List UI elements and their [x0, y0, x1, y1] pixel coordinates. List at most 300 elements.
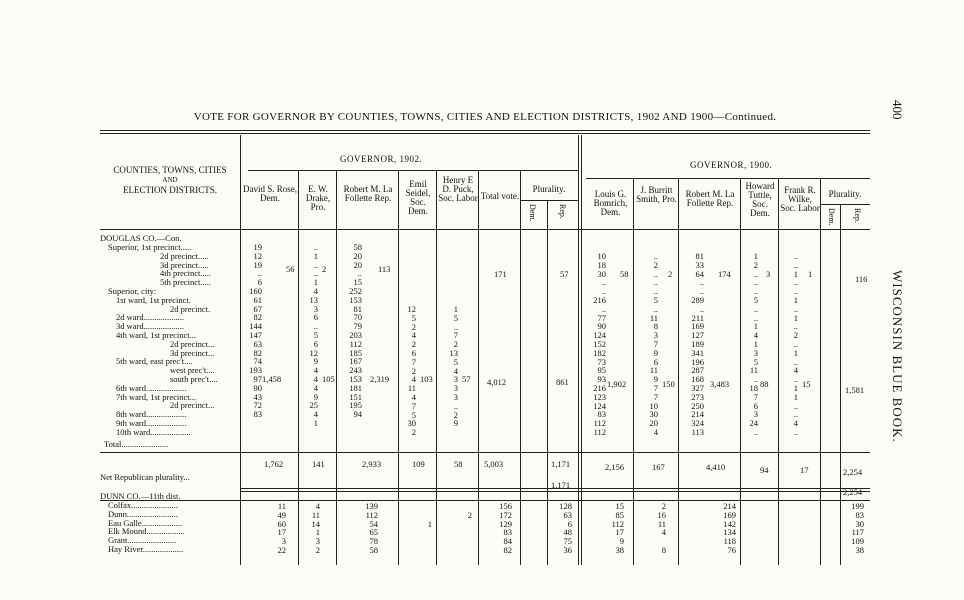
stub-row: Colfax......................: [108, 500, 178, 510]
cell: 341: [691, 347, 704, 358]
vline: [298, 170, 299, 565]
cell: 11: [277, 501, 286, 511]
total-value: 2,156: [605, 462, 625, 472]
cell: 65: [369, 527, 378, 538]
cell: 5: [453, 312, 458, 323]
cell: 129: [499, 518, 512, 529]
cell: 2: [411, 321, 416, 332]
col-header-tuttle: Howard Tuttle, Soc. Dem.: [745, 181, 775, 218]
cell: 214: [723, 501, 736, 511]
cell: [458, 546, 472, 555]
cell: 11: [407, 383, 416, 394]
cell: 3: [315, 536, 320, 547]
cell: 142: [723, 518, 736, 529]
cell: 4: [753, 330, 758, 341]
cell: 2: [661, 501, 666, 511]
value: 2,319: [370, 374, 390, 384]
cell: 128: [559, 501, 572, 511]
cell: 94: [353, 409, 362, 420]
cell: 7: [453, 330, 458, 341]
cell: ..: [601, 303, 606, 314]
rule-1900-group: [586, 178, 870, 179]
cell: 4: [653, 426, 658, 437]
cell: 20: [649, 418, 658, 429]
cell: 61: [253, 294, 262, 305]
total-top-rule: [100, 452, 870, 453]
top-rule: [100, 130, 870, 134]
dunn-top-rule: [100, 500, 870, 501]
cell: 12: [253, 250, 262, 261]
cell: 160: [249, 285, 262, 296]
cell: 5: [753, 294, 758, 305]
cell: 83: [503, 527, 512, 538]
value: 1: [808, 269, 813, 279]
col-header-plurality-1902: Plurality.: [532, 184, 566, 194]
cell: 1: [313, 250, 318, 261]
cell: 36: [563, 544, 572, 555]
data-column-wilke: [784, 252, 798, 437]
cell: 9: [313, 391, 318, 402]
cell: 134: [723, 527, 736, 538]
cell: ..: [257, 268, 262, 279]
cell: ..: [793, 400, 798, 411]
header-bottom-rule: [100, 229, 870, 230]
cell: 139: [365, 501, 378, 511]
cell: 156: [499, 501, 512, 511]
cell: 1: [793, 268, 798, 279]
dunn-column-total: [494, 502, 512, 555]
cell: 6: [753, 400, 758, 411]
stub-row: west prec't....: [170, 365, 215, 376]
dunn-stub-column: [100, 501, 185, 554]
cell: ..: [699, 303, 704, 314]
cell: 19: [253, 259, 262, 270]
stub-row: 10th ward...................: [116, 426, 191, 437]
cell: 10: [597, 251, 606, 261]
cell: 2: [411, 339, 416, 350]
cell: 127: [691, 330, 704, 341]
cell: 30: [597, 268, 606, 279]
cell: 327: [691, 382, 704, 393]
cell: ..: [753, 303, 758, 314]
cell: 64: [695, 268, 704, 279]
cell: ..: [653, 268, 658, 279]
col-header-total: Total vote.: [480, 191, 520, 201]
cell: 17: [277, 527, 286, 538]
cell: 30: [649, 409, 658, 420]
cell: 19: [253, 242, 262, 252]
cell: 1: [453, 304, 458, 314]
cell: 112: [365, 509, 378, 520]
cell: 112: [349, 338, 362, 349]
cell: 2: [753, 259, 758, 270]
cell: 38: [615, 544, 624, 555]
stub-row: 3d ward...................: [116, 321, 184, 332]
cell: 72: [253, 400, 262, 411]
dunn-column-bom: [606, 502, 624, 555]
cell: 5: [411, 312, 416, 323]
cell: 216: [593, 294, 606, 305]
cell: 124: [593, 330, 606, 341]
net-plurality-label: Net Republican plurality...: [100, 472, 190, 482]
cell: 167: [349, 356, 362, 367]
cell: 287: [691, 365, 704, 376]
cell: 6: [313, 312, 318, 323]
cell: 83: [855, 509, 864, 520]
cell: ..: [753, 426, 758, 437]
cell: 85: [615, 509, 624, 520]
cell: 11: [311, 509, 320, 520]
value: 56: [286, 264, 295, 274]
cell: 7: [653, 382, 658, 393]
value: 1,581: [845, 385, 865, 395]
stub-row: Eau Galle...................: [108, 517, 183, 528]
value: 116: [855, 274, 868, 284]
stub-row: 9th ward...................: [116, 417, 187, 428]
county-heading-dunn: DUNN CO.—11th dist.: [100, 491, 181, 501]
cell: 4: [313, 285, 318, 296]
vline: [678, 178, 679, 565]
total-value: 17: [800, 465, 809, 475]
value: 3: [766, 269, 771, 279]
stub-column: [100, 243, 218, 448]
dunn-column-plur: [552, 502, 572, 555]
stub-header-line: AND: [162, 176, 178, 184]
vline: [478, 170, 479, 565]
cell: 3: [453, 374, 458, 385]
col-header-wilke: Frank R. Wilke, Soc. Labor: [780, 185, 820, 213]
cell: 17: [615, 527, 624, 538]
col-header-seidel: Emil Seidel, Soc. Dem.: [405, 179, 431, 216]
vline: [336, 170, 337, 565]
stub-row: 6th ward...................: [116, 382, 187, 393]
cell: 25: [309, 400, 318, 411]
cell: 82: [503, 544, 512, 555]
cell: 124: [593, 400, 606, 411]
cell: 117: [851, 527, 864, 538]
dunn-column-seidel: [420, 502, 432, 555]
cell: ..: [753, 277, 758, 288]
cell: ..: [653, 286, 658, 297]
running-head: WISCONSIN BLUE BOOK.: [890, 270, 905, 443]
cell: 5: [653, 294, 658, 305]
cell: 189: [691, 338, 704, 349]
cell: 63: [563, 509, 572, 520]
stub-row: 3d precinct.....: [160, 259, 209, 270]
cell: 5: [753, 356, 758, 367]
cell: 13: [309, 294, 318, 305]
cell: 75: [563, 536, 572, 547]
cell: ..: [793, 286, 798, 297]
plurality-rep-1902: Rep.: [558, 204, 567, 219]
value: 15: [802, 379, 811, 389]
col-header-puck: Henry E D. Puck, Soc. Labor: [438, 175, 478, 203]
cell: 2: [467, 509, 472, 520]
cell: 20: [353, 259, 362, 270]
cell: 12: [407, 304, 416, 314]
cell: ..: [793, 251, 798, 261]
cell: 81: [353, 303, 362, 314]
dunn-column-rose: [272, 502, 286, 555]
value: 1,458: [262, 374, 282, 384]
total-value: 1,762: [264, 459, 284, 469]
dunn-column-smith: [652, 502, 666, 555]
plurality-dem-1900: Dem.: [827, 208, 836, 226]
dunn-column-puck: [458, 502, 472, 555]
cell: 5: [313, 329, 318, 340]
cell: ..: [653, 303, 658, 314]
cell: 3: [453, 383, 458, 394]
cell: 2: [315, 544, 320, 555]
total-value: 167: [652, 462, 665, 472]
cell: 3: [753, 409, 758, 420]
cell: 4: [315, 501, 320, 511]
value: 150: [662, 379, 675, 389]
value: 58: [620, 269, 629, 279]
data-column-lafollette02: [342, 243, 362, 419]
cell: 4: [313, 382, 318, 393]
cell: 18: [749, 382, 758, 393]
value: 174: [718, 269, 731, 279]
cell: 4: [313, 365, 318, 376]
cell: 6: [411, 347, 416, 358]
cell: 48: [563, 527, 572, 538]
value: 105: [322, 374, 335, 384]
cell: 112: [611, 518, 624, 529]
group-header-1902: GOVERNOR, 1902.: [340, 154, 423, 164]
cell: 9: [619, 536, 624, 547]
value: 57: [462, 374, 471, 384]
stub-row: south prec't....: [170, 373, 218, 384]
cell: 38: [855, 544, 864, 555]
cell: 2: [453, 339, 458, 350]
total-value: 94: [760, 465, 769, 475]
total-value: 109: [412, 459, 425, 469]
cell: 147: [249, 329, 262, 340]
cell: 211: [691, 312, 704, 323]
cell: 6: [653, 356, 658, 367]
cell: 5: [411, 409, 416, 420]
cell: 112: [593, 426, 606, 437]
cell: 20: [353, 250, 362, 261]
net-plurality-1900: 2,254: [843, 487, 863, 497]
cell: ..: [699, 277, 704, 288]
cell: 182: [593, 347, 606, 358]
cell: ..: [653, 251, 658, 261]
cell: 4: [411, 391, 416, 402]
cell: 118: [723, 536, 736, 547]
cell: 2: [653, 259, 658, 270]
vline: [547, 200, 548, 565]
stub-row: 5th ward, east prec't....: [116, 356, 193, 367]
cell: 1: [793, 382, 798, 393]
cell: 7: [653, 391, 658, 402]
cell: 169: [691, 321, 704, 332]
cell: 43: [253, 391, 262, 402]
cell: 1: [315, 527, 320, 538]
stub-row: 2d ward...................: [116, 312, 184, 323]
vline: [778, 178, 779, 565]
cell: 83: [253, 409, 262, 420]
stub-row: Grant.......................: [108, 535, 177, 546]
cell: 113: [691, 426, 704, 437]
stub-row-total: Total......................: [104, 438, 169, 449]
cell: 15: [615, 501, 624, 511]
cell: 216: [593, 382, 606, 393]
stub-row: Hay River...................: [108, 543, 184, 554]
vline: [398, 170, 399, 565]
value: 171: [494, 269, 507, 279]
col-header-lafollette-1900: Robert M. La Follette Rep.: [685, 189, 735, 208]
cell: 30: [407, 418, 416, 429]
rule-plur-1900: [820, 204, 870, 205]
cell: 2: [411, 365, 416, 376]
cell: 9: [653, 347, 658, 358]
cell: ..: [793, 277, 798, 288]
cell: 153: [349, 294, 362, 305]
cell: 3: [281, 536, 286, 547]
value: 57: [560, 269, 569, 279]
cell: 1: [313, 417, 318, 428]
cell: 11: [749, 365, 758, 376]
value: 4,012: [487, 377, 507, 387]
cell: ..: [357, 268, 362, 279]
vline: [740, 178, 741, 565]
cell: 112: [593, 418, 606, 429]
cell: 289: [691, 294, 704, 305]
cell: 4: [793, 418, 798, 429]
stub-row: 2d precinct...: [170, 400, 215, 411]
value: 2: [668, 269, 673, 279]
cell: 78: [369, 536, 378, 547]
col-header-bomrich: Louis G. Bomrich, Dem.: [593, 189, 628, 217]
cell: 203: [349, 329, 362, 340]
cell: 13: [449, 347, 458, 358]
cell: ..: [313, 259, 318, 270]
vline-double: [578, 135, 582, 565]
stub-row: Superior, city:: [108, 285, 157, 296]
cell: ..: [793, 321, 798, 332]
cell: 2: [411, 427, 416, 438]
cell: 9: [653, 374, 658, 385]
cell: 7: [411, 400, 416, 411]
cell: 33: [695, 259, 704, 270]
cell: 90: [253, 382, 262, 393]
page-number: 400: [890, 100, 905, 120]
stub-row: 2d precinct.: [170, 303, 211, 314]
cell: 22: [277, 544, 286, 555]
cell: 58: [353, 242, 362, 252]
cell: 1: [313, 277, 318, 288]
total-value: 4,410: [706, 462, 726, 472]
cell: 4: [793, 365, 798, 376]
cell: 1: [793, 312, 798, 323]
value: 113: [378, 264, 391, 274]
rule-plur-1902: [520, 200, 578, 201]
cell: 2: [453, 409, 458, 420]
cell: ..: [313, 321, 318, 332]
total-value: 58: [454, 459, 463, 469]
stub-header-line: ELECTION DISTRICTS.: [123, 185, 217, 195]
cell: 97: [253, 373, 262, 384]
value: 3,483: [710, 379, 730, 389]
total-value: 2,254: [843, 467, 863, 477]
data-column-puck: [444, 305, 458, 428]
cell: 3: [453, 391, 458, 402]
total-value: 1,171: [551, 459, 571, 469]
cell: 73: [597, 356, 606, 367]
cell: 79: [353, 321, 362, 332]
group-header-1900: GOVERNOR, 1900.: [690, 160, 773, 170]
cell: 10: [649, 400, 658, 411]
cell: 123: [593, 391, 606, 402]
cell: 63: [253, 338, 262, 349]
stub-row: 5th precinct.....: [160, 277, 211, 288]
cell: 1: [753, 251, 758, 261]
cell: ..: [653, 277, 658, 288]
cell: 250: [691, 400, 704, 411]
cell: 4: [453, 365, 458, 376]
stub-header: [100, 165, 240, 195]
cell: 4: [313, 409, 318, 420]
cell: 151: [349, 391, 362, 402]
stub-header-line: COUNTIES, TOWNS, CITIES: [113, 165, 227, 175]
cell: ..: [601, 286, 606, 297]
cell: 8: [653, 321, 658, 332]
cell: 7: [411, 356, 416, 367]
cell: 76: [727, 544, 736, 555]
cell: 4: [411, 330, 416, 341]
data-column-lafollette00: [684, 252, 704, 437]
cell: ..: [453, 321, 458, 332]
dunn-column-drake: [306, 502, 320, 555]
cell: 82: [253, 312, 262, 323]
vline: [520, 170, 521, 565]
data-column-rose: [242, 243, 262, 419]
cell: 324: [691, 418, 704, 429]
col-header-drake: E. W. Drake, Pro.: [305, 184, 331, 212]
cell: [420, 546, 432, 555]
stub-row: 1st ward, 1st precinct.: [116, 294, 191, 305]
total-value: 141: [312, 459, 325, 469]
value: 1,902: [607, 379, 627, 389]
net-plurality-1902: 1,171: [551, 480, 571, 490]
stub-row: 7th ward, 1st precinct...: [116, 391, 197, 402]
cell: 30: [855, 518, 864, 529]
col-header-lafollette-1902: Robert M. La Follette Rep.: [343, 184, 393, 203]
cell: 11: [657, 518, 666, 529]
col-header-rose: David S. Rose, Dem.: [243, 184, 297, 203]
cell: 3: [313, 303, 318, 314]
cell: 77: [597, 312, 606, 323]
value: 861: [556, 377, 569, 387]
cell: 2: [793, 330, 798, 341]
cell: 172: [499, 509, 512, 520]
cell: 1: [793, 347, 798, 358]
cell: 49: [277, 509, 286, 520]
cell: ..: [753, 268, 758, 279]
cell: ..: [793, 356, 798, 367]
cell: 1: [753, 338, 758, 349]
cell: 152: [593, 338, 606, 349]
dunn-column-plur00: [844, 502, 864, 555]
cell: 82: [253, 347, 262, 358]
cell: 9: [453, 418, 458, 429]
cell: 16: [657, 509, 666, 520]
cell: 4: [313, 373, 318, 384]
cell: ..: [753, 286, 758, 297]
cell: 144: [249, 321, 262, 332]
